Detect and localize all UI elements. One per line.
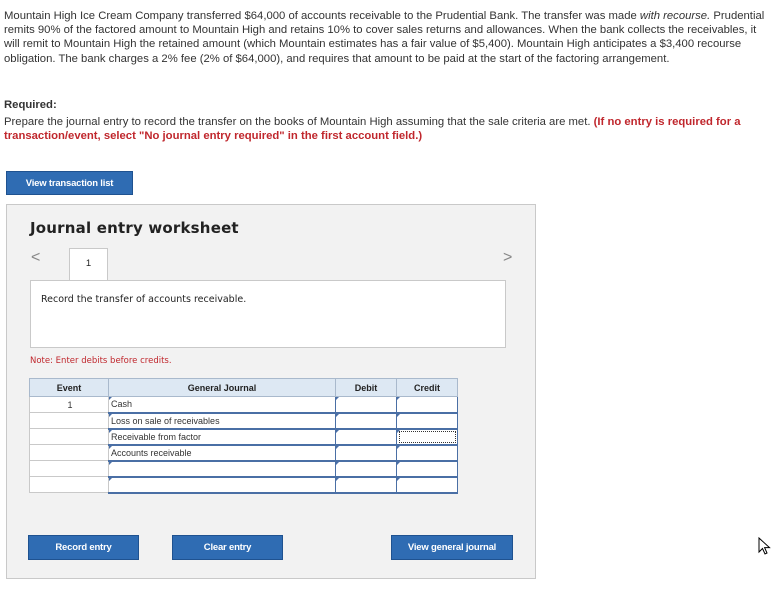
required-heading: Required:: [4, 99, 57, 111]
record-entry-button[interactable]: Record entry: [28, 535, 139, 560]
account-select[interactable]: Cash: [109, 397, 336, 413]
event-cell: [30, 445, 109, 461]
event-header: Event: [30, 379, 109, 397]
account-select[interactable]: Accounts receivable: [109, 445, 336, 461]
debit-input[interactable]: [336, 429, 397, 445]
view-transaction-list-button[interactable]: View transaction list: [6, 171, 133, 195]
account-select[interactable]: [109, 477, 336, 493]
table-row: [30, 429, 458, 445]
event-cell: 1: [30, 397, 109, 413]
clear-entry-button[interactable]: Clear entry: [172, 535, 283, 560]
table-row: [30, 445, 458, 461]
credit-input[interactable]: [397, 397, 458, 413]
debit-input[interactable]: [336, 413, 397, 429]
debit-input[interactable]: [336, 445, 397, 461]
journal-table: [29, 378, 458, 494]
required-red-note: (If no entry is required for a transaction/event, select "No journal entry required" in the first account field.): [4, 116, 741, 143]
credit-input[interactable]: [397, 429, 458, 445]
general-journal-header: General Journal: [109, 379, 336, 397]
event-cell: [30, 461, 109, 477]
credit-input[interactable]: [397, 413, 458, 429]
table-row: [30, 461, 458, 477]
required-instruction: Prepare the journal entry to record the transfer on the books of Mountain High assuming that the sale criteria are met.: [4, 116, 594, 128]
required-text: [4, 115, 766, 143]
event-cell: [30, 413, 109, 429]
account-select[interactable]: Loss on sale of receivables: [109, 413, 336, 429]
next-arrow-icon[interactable]: >: [503, 249, 513, 266]
prev-arrow-icon[interactable]: <: [31, 249, 41, 266]
problem-text-2: Prudential remits 90% of the factored amount to Mountain High and retains 10% to cover sales returns and allowances. When the bank collects the receivables, it will remit to Mountain High the retained amount (which Mountain estimates has a fair value of $5,400). Mountain High anticipates a $3,400 recourse obligation. The bank charges a 2% fee (2% of $64,000), and requires that amount to be paid at the start of the factoring arrangement.: [4, 10, 765, 65]
account-select[interactable]: [109, 461, 336, 477]
worksheet-title: Journal entry worksheet: [30, 219, 239, 237]
credit-input[interactable]: [397, 461, 458, 477]
mouse-cursor-icon: [758, 537, 772, 555]
event-cell: [30, 477, 109, 493]
credit-input[interactable]: [397, 477, 458, 493]
problem-italic: with recourse.: [639, 10, 711, 22]
view-general-journal-button[interactable]: View general journal: [391, 535, 513, 560]
credit-input[interactable]: [397, 445, 458, 461]
debit-input[interactable]: [336, 461, 397, 477]
table-row: [30, 477, 458, 493]
debit-input[interactable]: [336, 477, 397, 493]
description-box: [30, 280, 506, 348]
debit-header: Debit: [336, 379, 397, 397]
problem-statement: [4, 9, 766, 66]
credit-header: Credit: [397, 379, 458, 397]
journal-entry-worksheet: [6, 204, 536, 579]
problem-text-1: Mountain High Ice Cream Company transferred $64,000 of accounts receivable to the Prudential Bank. The transfer was made: [4, 10, 640, 22]
debit-credit-note: Note: Enter debits before credits.: [30, 356, 172, 366]
transaction-description: Record the transfer of accounts receivable.: [41, 294, 247, 305]
table-row: [30, 413, 458, 429]
tab-1[interactable]: 1: [69, 248, 108, 281]
event-cell: [30, 429, 109, 445]
table-row: [30, 397, 458, 413]
debit-input[interactable]: [336, 397, 397, 413]
account-select[interactable]: Receivable from factor: [109, 429, 336, 445]
